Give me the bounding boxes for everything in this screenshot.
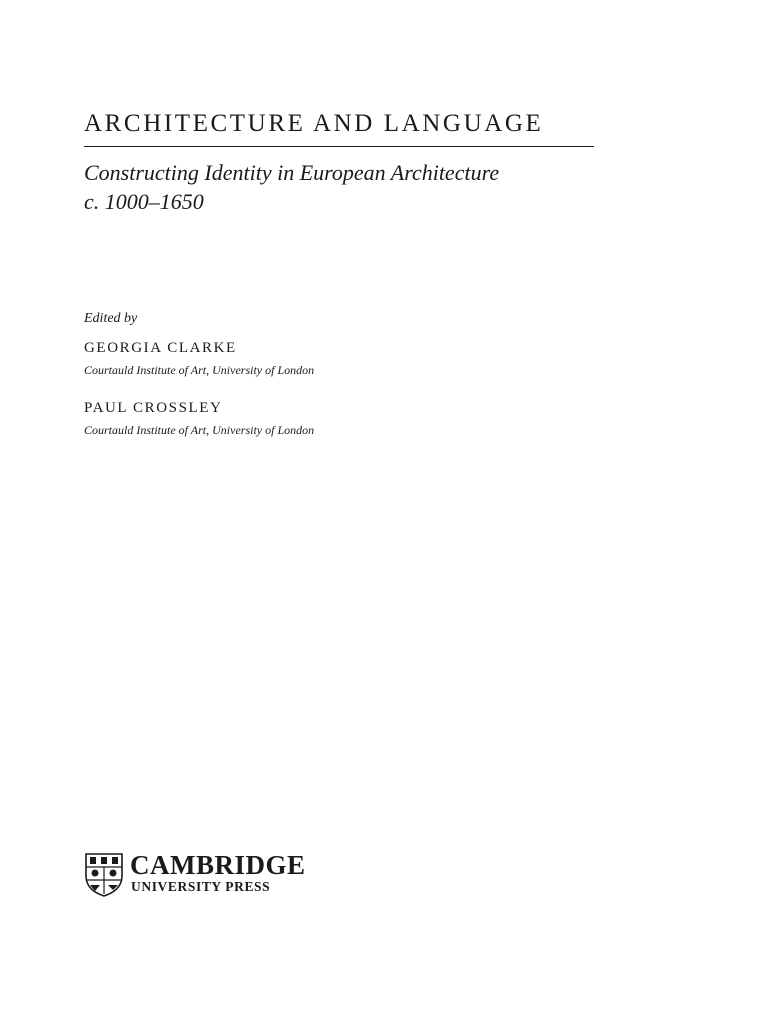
editor-name: PAUL CROSSLEY: [84, 400, 223, 416]
publisher-name: CAMBRIDGE: [130, 850, 306, 880]
publisher-subtitle: UNIVERSITY PRESS: [131, 879, 271, 894]
editor-affiliation: Courtauld Institute of Art, University of London: [84, 363, 315, 377]
editor-name: GEORGIA CLARKE: [84, 340, 237, 356]
subtitle-line-1: Constructing Identity in European Architecture: [84, 160, 500, 185]
title-rule: [84, 146, 594, 147]
edited-by-label: Edited by: [84, 311, 138, 326]
book-title: ARCHITECTURE AND LANGUAGE: [84, 110, 544, 137]
editor-affiliation: Courtauld Institute of Art, University of London: [84, 423, 315, 437]
book-subtitle: [84, 158, 499, 216]
subtitle-line-2: c. 1000–1650: [84, 189, 204, 214]
cambridge-crest-icon: [84, 852, 124, 898]
